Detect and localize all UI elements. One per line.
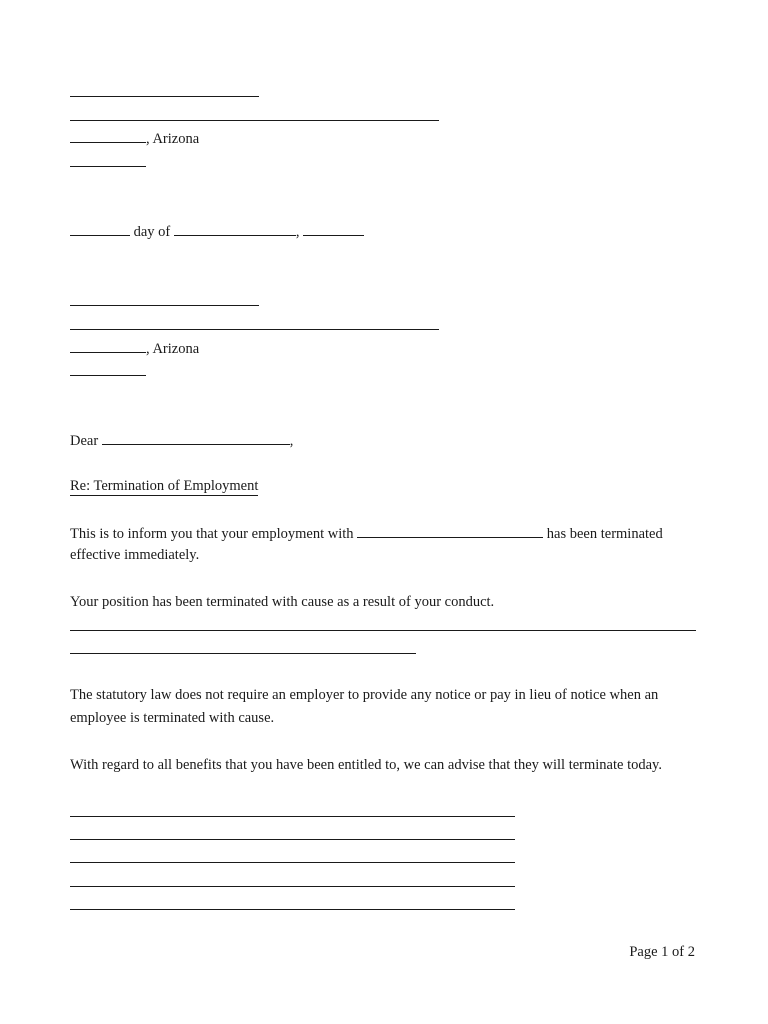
blank-line xyxy=(70,848,515,863)
benefits-blank-4 xyxy=(70,872,515,892)
p2-text: Your position has been terminated with cause as a result of your conduct. xyxy=(70,594,495,610)
benefits-blank-2 xyxy=(70,825,515,845)
benefits-blank-1 xyxy=(70,802,515,822)
blank-line xyxy=(357,523,543,538)
p1-start: This is to inform you that your employment with xyxy=(70,526,358,542)
conduct-blank-2 xyxy=(70,639,416,659)
salutation-dear: Dear xyxy=(70,433,102,449)
recipient-zip-blank xyxy=(70,361,146,381)
sender-address-blank xyxy=(70,106,439,126)
recipient-address-blank xyxy=(70,315,439,335)
benefits-blank-3 xyxy=(70,848,515,868)
date-line xyxy=(70,221,364,241)
blank-line xyxy=(70,221,130,236)
salutation-comma: , xyxy=(289,433,294,449)
sender-city-line xyxy=(70,128,199,148)
p3-line2: employee is terminated with cause. xyxy=(70,710,275,726)
blank-line xyxy=(70,361,146,376)
blank-line xyxy=(174,221,296,236)
page-number: Page 1 of 2 xyxy=(629,944,695,960)
conduct-blank-1 xyxy=(70,616,696,636)
date-comma: , xyxy=(295,224,304,240)
subject-text: Re: Termination of Employment xyxy=(70,478,259,494)
sender-state: , Arizona xyxy=(146,131,200,147)
salutation xyxy=(70,430,293,450)
blank-line xyxy=(70,291,259,306)
body-paragraph-4 xyxy=(70,756,662,774)
blank-line xyxy=(70,315,439,330)
blank-line xyxy=(70,802,515,817)
blank-line xyxy=(70,895,515,910)
blank-line xyxy=(102,430,290,445)
blank-line xyxy=(70,825,515,840)
blank-line xyxy=(303,221,364,236)
subject-line xyxy=(70,477,258,495)
p3-line1: The statutory law does not require an employer to provide any notice or pay in lieu of notice when an xyxy=(70,687,659,703)
body-paragraph-1-line-2 xyxy=(70,546,199,564)
body-paragraph-1-line-1 xyxy=(70,523,663,543)
recipient-name-blank xyxy=(70,291,259,311)
body-paragraph-3-line-2 xyxy=(70,709,274,727)
p1-end: has been terminated xyxy=(543,526,663,542)
p1-line2: effective immediately. xyxy=(70,547,200,563)
blank-line xyxy=(70,128,146,143)
sender-zip-blank xyxy=(70,152,146,172)
sender-name-blank xyxy=(70,82,259,102)
blank-line xyxy=(70,616,696,631)
blank-line xyxy=(70,82,259,97)
blank-line xyxy=(70,106,439,121)
date-day-of: day of xyxy=(130,224,174,240)
p4-text: With regard to all benefits that you have been entitled to, we can advise that they will terminate today. xyxy=(70,757,662,773)
blank-line xyxy=(70,152,146,167)
blank-line xyxy=(70,872,515,887)
body-paragraph-2 xyxy=(70,593,494,611)
recipient-city-line xyxy=(70,338,199,358)
body-paragraph-3-line-1 xyxy=(70,686,658,704)
benefits-blank-5 xyxy=(70,895,515,915)
blank-line xyxy=(70,639,416,654)
blank-line xyxy=(70,338,146,353)
recipient-state: , Arizona xyxy=(146,341,200,357)
